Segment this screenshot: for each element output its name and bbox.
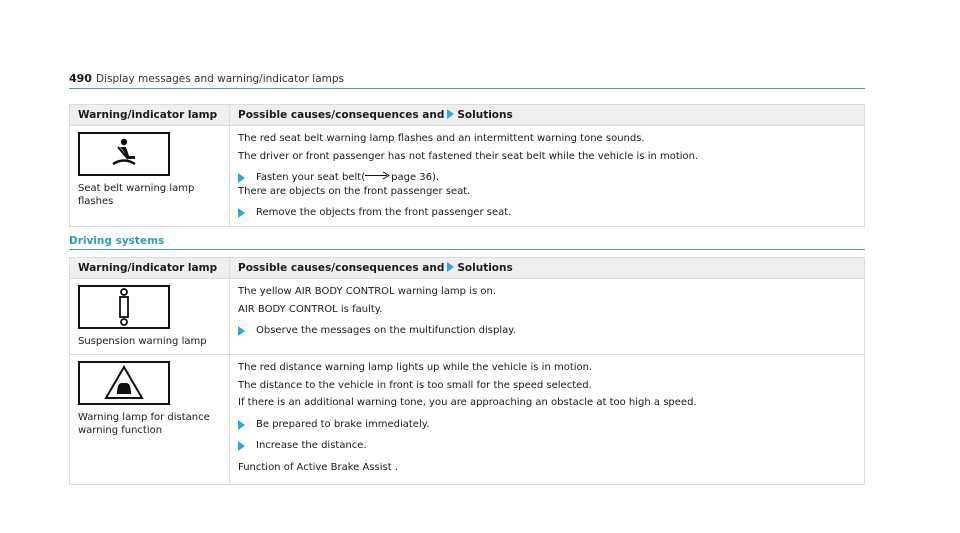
cause-text: The distance to the vehicle in front is too small for the speed selected. — [238, 379, 592, 391]
column-header-causes — [230, 105, 865, 126]
causes-cell — [230, 355, 865, 485]
cause-text: AIR BODY CONTROL is faulty. — [238, 303, 383, 315]
solution-arrow-icon — [238, 420, 245, 430]
solution-arrow-icon — [238, 326, 245, 336]
lamp-label: Warning lamp for distance warning function — [78, 412, 210, 437]
solution-item — [238, 418, 856, 432]
solution-arrow-icon — [447, 262, 454, 272]
solution-item — [238, 439, 856, 453]
section-heading: Driving systems — [69, 235, 865, 250]
page-reference-link[interactable]: page 36). — [391, 172, 440, 184]
causes-cell — [230, 126, 865, 227]
page-number: 490 — [69, 72, 92, 85]
column-header-causes — [230, 258, 865, 279]
lamp-cell — [70, 126, 230, 227]
page-header — [69, 72, 865, 89]
cause-text: The red seat belt warning lamp flashes and an intermittent warning tone sounds. — [238, 133, 645, 145]
column-header-causes-text: Possible causes/consequences and — [238, 109, 445, 121]
table-header-row — [70, 258, 865, 279]
cross-reference-arrow-icon — [365, 171, 391, 179]
cause-text: The driver or front passenger has not fastened their seat belt while the vehicle is in motion. — [238, 150, 699, 162]
warning-table-seat-belt — [69, 104, 865, 227]
solution-item — [238, 206, 856, 220]
column-header-causes-text: Possible causes/consequences and — [238, 262, 445, 274]
solution-arrow-icon — [238, 208, 245, 218]
page-heading: Display messages and warning/indicator lamps — [96, 73, 344, 85]
warning-table-driving-systems — [69, 257, 865, 485]
lamp-label: Seat belt warning lamp flashes — [78, 183, 195, 208]
solution-arrow-icon — [238, 173, 245, 183]
suspension-icon — [78, 285, 170, 329]
lamp-cell — [70, 279, 230, 355]
solution-text: Observe the messages on the multifunction display. — [256, 325, 516, 337]
table-row — [70, 355, 865, 485]
lamp-cell — [70, 355, 230, 485]
cause-text: There are objects on the front passenger seat. — [238, 185, 471, 197]
cause-text: Function of Active Brake Assist . — [238, 461, 399, 473]
column-header-solutions-text: Solutions — [457, 262, 513, 274]
lamp-label: Suspension warning lamp — [78, 336, 207, 348]
distance-warning-icon — [78, 361, 170, 405]
table-row — [70, 126, 865, 227]
cause-text: The yellow AIR BODY CONTROL warning lamp is on. — [238, 286, 497, 298]
solution-text: Be prepared to brake immediately. — [256, 418, 430, 430]
solution-text: Fasten your seat belt( — [256, 172, 366, 184]
solution-item — [238, 324, 856, 338]
column-header-lamp: Warning/indicator lamp — [70, 258, 230, 279]
table-header-row — [70, 105, 865, 126]
causes-cell — [230, 279, 865, 355]
solution-item — [238, 171, 856, 185]
table-row — [70, 279, 865, 355]
seat-belt-icon — [78, 132, 170, 176]
solution-arrow-icon — [447, 109, 454, 119]
column-header-lamp: Warning/indicator lamp — [70, 105, 230, 126]
solution-text: Remove the objects from the front passenger seat. — [256, 207, 512, 219]
solution-arrow-icon — [238, 441, 245, 451]
cause-text: The red distance warning lamp lights up while the vehicle is in motion. — [238, 362, 593, 374]
column-header-solutions-text: Solutions — [457, 109, 513, 121]
solution-text: Increase the distance. — [256, 440, 367, 452]
cause-text: If there is an additional warning tone, you are approaching an obstacle at too high a speed. — [238, 397, 697, 409]
